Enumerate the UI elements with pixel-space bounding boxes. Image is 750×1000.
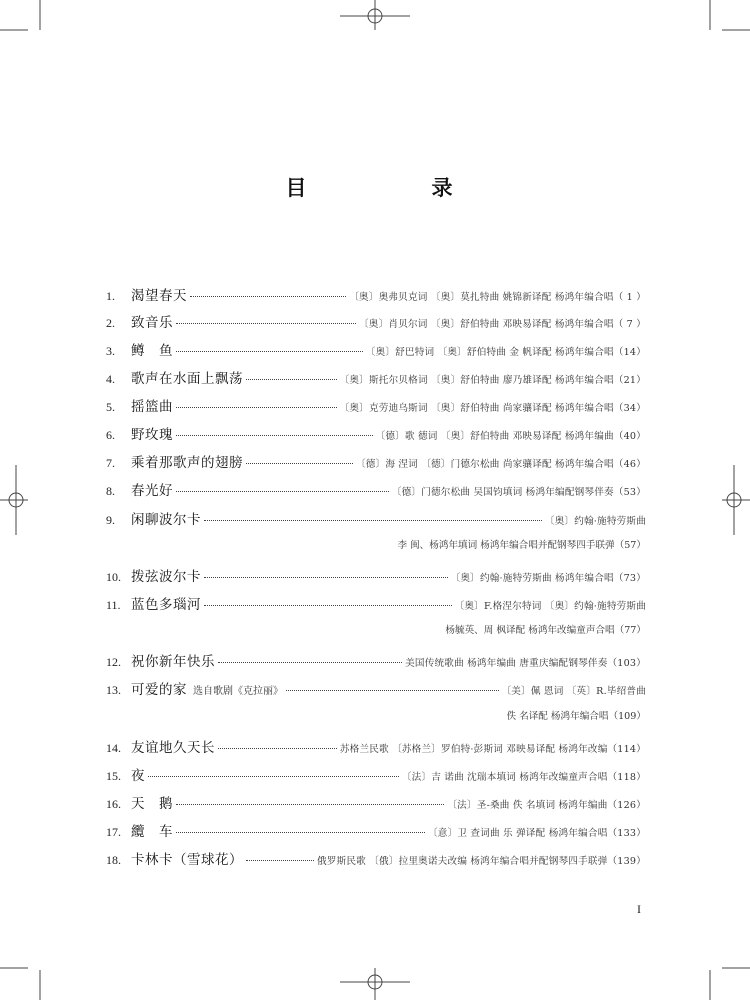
- entry-credit-continued: 杨毓英、周 枫译配 杨鸿年改编童声合唱（77）: [445, 625, 646, 636]
- entry-title: 夜: [131, 768, 145, 784]
- toc-entry[interactable]: [106, 764, 646, 784]
- dot-leader: [176, 397, 337, 408]
- entry-number: 10.: [106, 570, 121, 584]
- dot-leader: [176, 313, 356, 324]
- entry-number: 1.: [106, 289, 115, 303]
- entry-credit: 美国传统歌曲 杨鸿年编曲 唐重庆编配钢琴伴奏（103）: [405, 658, 646, 669]
- entry-credit: 〔法〕吉 诺曲 沈瑞本填词 杨鸿年改编童声合唱（118）: [401, 772, 646, 783]
- entry-number: 17.: [106, 825, 121, 839]
- entry-credit: 〔意〕卫 查词曲 乐 弹译配 杨鸿年编合唱（133）: [428, 828, 646, 839]
- dot-leader: [286, 680, 499, 691]
- entry-credit: 〔德〕歌 德词 〔奥〕舒伯特曲 邓映易译配 杨鸿年编曲（40）: [375, 431, 646, 442]
- entry-title: 摇篮曲: [131, 399, 173, 415]
- entry-credit: 〔奥〕斯托尔贝格词 〔奥〕舒伯特曲 廖乃雄译配 杨鸿年编合唱（21）: [339, 375, 646, 386]
- dot-leader: [204, 510, 542, 521]
- entry-title: 闲聊波尔卡: [131, 512, 201, 528]
- toc-entry[interactable]: [106, 848, 646, 868]
- entry-number: 15.: [106, 769, 121, 783]
- entry-number: 9.: [106, 513, 115, 527]
- entry-credit: 〔奥〕舒巴特词 〔奥〕舒伯特曲 金 帆译配 杨鸿年编合唱（14）: [365, 347, 646, 358]
- entry-number: 18.: [106, 853, 121, 867]
- entry-number: 6.: [106, 428, 115, 442]
- toc-entry[interactable]: [106, 339, 646, 359]
- toc-entry[interactable]: [106, 284, 646, 304]
- entry-number: 2.: [106, 316, 115, 330]
- entry-title: 纜 车: [131, 824, 173, 840]
- entry-title: 渴望春天: [131, 288, 187, 304]
- page-number: I: [637, 902, 641, 916]
- entry-credit-continued: 佚 名译配 杨鸿年编合唱（109）: [506, 711, 646, 722]
- entry-title: 友谊地久天长: [131, 740, 215, 756]
- entry-number: 14.: [106, 741, 121, 755]
- entry-credit: 〔法〕圣-桑曲 佚 名填词 杨鸿年编曲（126）: [447, 800, 646, 811]
- toc-entry[interactable]: [106, 820, 646, 840]
- entry-title: 拨弦波尔卡: [131, 569, 201, 585]
- dot-leader: [176, 794, 444, 805]
- toc-entry[interactable]: [106, 792, 646, 812]
- dot-leader: [204, 567, 448, 578]
- toc-entry[interactable]: [106, 508, 646, 528]
- entry-number: 11.: [106, 598, 121, 612]
- entry-title: 天 鹅: [131, 796, 173, 812]
- dot-leader: [218, 738, 337, 749]
- entry-credit: 〔奥〕克劳迪乌斯词 〔奥〕舒伯特曲 尚家骧译配 杨鸿年编合唱（34）: [339, 403, 646, 414]
- entry-title: 祝你新年快乐: [131, 654, 215, 670]
- toc-entry[interactable]: [106, 451, 646, 471]
- toc-entry[interactable]: [106, 367, 646, 387]
- entry-credit: 〔奥〕肖贝尔词 〔奥〕舒伯特曲 邓映易译配 杨鸿年编合唱（ 7 ）: [359, 319, 646, 330]
- toc-entry[interactable]: [106, 736, 646, 756]
- entry-number: 8.: [106, 484, 115, 498]
- dot-leader: [246, 453, 353, 464]
- toc-entry[interactable]: [106, 593, 646, 613]
- entry-number: 5.: [106, 400, 115, 414]
- entry-title: 鳟 鱼: [131, 343, 173, 359]
- entry-credit: 〔德〕海 涅词 〔德〕门德尔松曲 尚家骧译配 杨鸿年编合唱（46）: [355, 459, 646, 470]
- dot-leader: [204, 595, 452, 606]
- toc-entry[interactable]: [106, 311, 646, 331]
- entry-credit: 〔奥〕奥弗贝克词 〔奥〕莫扎特曲 姚锦新译配 杨鸿年编合唱（ 1 ）: [349, 292, 646, 303]
- entry-title: 野玫瑰: [131, 427, 173, 443]
- toc-entry[interactable]: [106, 650, 646, 670]
- entry-credit: 〔德〕门德尔松曲 吴国钧填词 杨鸿年编配钢琴伴奏（53）: [391, 487, 646, 498]
- entry-number: 3.: [106, 344, 115, 358]
- entry-credit: 苏格兰民歌 〔苏格兰〕罗伯特·彭斯词 邓映易译配 杨鸿年改编（114）: [339, 744, 646, 755]
- entry-title: 卡林卡（雪球花）: [131, 852, 243, 868]
- entry-number: 12.: [106, 655, 121, 669]
- toc-entry[interactable]: [106, 678, 646, 698]
- entry-credit: 〔奥〕约翰·施特劳斯曲: [544, 516, 646, 527]
- entry-credit: 〔美〕佩 恩词 〔英〕R.毕绍普曲: [501, 686, 646, 697]
- dot-leader: [176, 425, 373, 436]
- dot-leader: [176, 822, 425, 833]
- toc-entry[interactable]: [106, 395, 646, 415]
- dot-leader: [148, 766, 399, 777]
- dot-leader: [176, 341, 363, 352]
- entry-title: 乘着那歌声的翅膀: [131, 455, 243, 471]
- dot-leader: [176, 481, 389, 492]
- entry-credit-continued: 李 闽、杨鸿年填词 杨鸿年编合唱并配钢琴四手联弹（57）: [397, 540, 646, 551]
- entry-credit: 〔奥〕F.格涅尔特词 〔奥〕约翰·施特劳斯曲: [454, 601, 646, 612]
- entry-title: 蓝色多瑙河: [131, 597, 201, 613]
- entry-credit: 俄罗斯民歌 〔俄〕拉里奥诺夫改编 杨鸿年编合唱并配钢琴四手联弹（139）: [316, 856, 646, 867]
- entry-title: 致音乐: [131, 315, 173, 331]
- dot-leader: [246, 850, 314, 861]
- toc-entry[interactable]: [106, 479, 646, 499]
- entry-number: 4.: [106, 372, 115, 386]
- toc-entry[interactable]: [106, 423, 646, 443]
- entry-number: 7.: [106, 456, 115, 470]
- entry-title: 歌声在水面上飘荡: [131, 371, 243, 387]
- entry-number: 13.: [106, 683, 121, 697]
- page-title: 目 录: [285, 176, 505, 200]
- entry-credit: 〔奥〕约翰·施特劳斯曲 杨鸿年编合唱（73）: [450, 573, 646, 584]
- entry-title: 可爱的家: [131, 682, 187, 698]
- dot-leader: [218, 652, 402, 663]
- dot-leader: [246, 369, 337, 380]
- entry-note: 选自歌剧《克拉丽》: [193, 686, 283, 697]
- entry-number: 16.: [106, 797, 121, 811]
- entry-title: 春光好: [131, 483, 173, 499]
- toc-entry[interactable]: [106, 565, 646, 585]
- dot-leader: [190, 286, 346, 297]
